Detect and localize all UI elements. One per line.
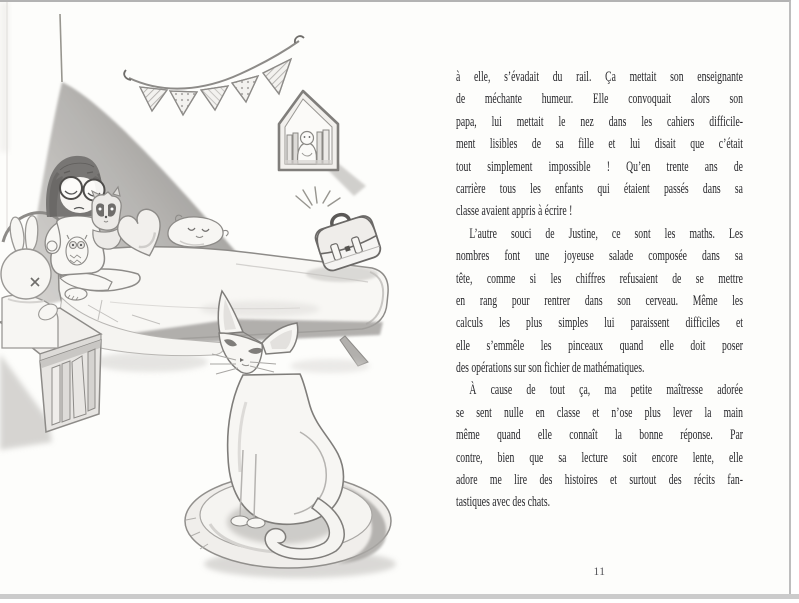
text-line: nombres font une joyeuse salade composée dans sa — [456, 248, 743, 265]
shine-lines — [296, 187, 340, 208]
bird-figurine — [298, 132, 317, 165]
text-line: classe avaient appris à écrire ! — [456, 203, 573, 220]
page-text — [456, 66, 743, 514]
text-line: adore me lire des histoires et surtout des récits fan- — [456, 472, 743, 489]
house-shelf — [279, 91, 366, 196]
page-number: 11 — [593, 566, 606, 578]
text-line: de méchante humeur. Elle convoquait alors son — [456, 91, 743, 108]
text-line: contre, bien que sa lecture soit encore lente, elle — [456, 449, 743, 466]
text-line: à elle, s’évadait du rail. Ça mettait son enseignante — [456, 69, 743, 85]
text-line: tout simplement impossible ! Qu’en trente ans de — [456, 158, 743, 175]
text-line: même quand elle connaît la bonne réponse. Par — [456, 427, 743, 444]
text-line: L’autre souci de Justine, ce sont les maths. Les — [469, 225, 743, 242]
bunting-garland — [124, 36, 304, 115]
text-block-inner — [456, 66, 743, 514]
text-line: en rang pour rentrer dans son cerveau. Même les — [456, 292, 743, 309]
text-line: tête, comme si les chiffres refusaient de se mettre — [456, 270, 743, 287]
text-line: ment lisibles de sa fille et lui disait que c’était — [456, 136, 743, 153]
text-line: carrière tous les enfants qui étaient passés dans sa — [456, 180, 743, 197]
page-edge-shadow — [0, 594, 799, 599]
text-line: tastiques avec des chats. — [456, 494, 551, 511]
text-line: se sent nulle en classe et n’ose plus lever la main — [456, 404, 743, 421]
text-line: calculs les plus simples lui paraissent difficiles et — [456, 315, 743, 332]
text-line: papa, lui mettait le nez dans les cahiers difficile- — [456, 113, 743, 130]
text-line: des opérations sur son fichier de mathématiques. — [456, 360, 645, 377]
text-line: À cause de tout ça, ma petite maîtresse adorée — [469, 382, 743, 399]
text-line: elle s’emmêle les pinceaux quand elle doit poser — [456, 337, 743, 354]
bedroom-illustration — [0, 2, 440, 603]
